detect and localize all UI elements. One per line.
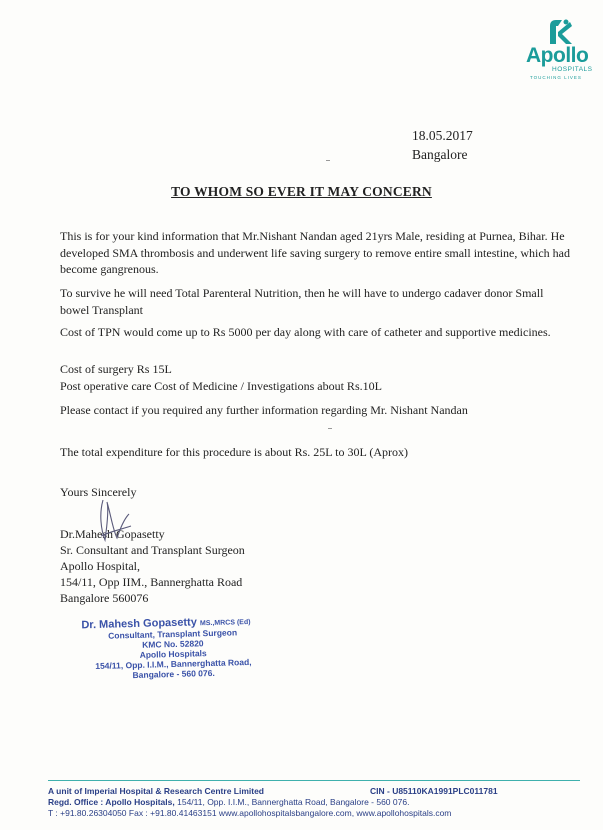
paragraph: The total expenditure for this procedure is about Rs. 25L to 30L (Aprox) <box>60 445 409 459</box>
paragraph: Post operative care Cost of Medicine / Investigations about Rs.10L <box>60 379 382 393</box>
footer-cin: CIN - U85110KA1991PLC011781 <box>370 786 498 796</box>
footer-unit: A unit of Imperial Hospital & Research Centre Limited <box>48 786 265 796</box>
scan-speck <box>326 160 330 161</box>
paragraph: Cost of TPN would come up to Rs 5000 per day along with care of catheter and supportive medicines. <box>60 325 551 339</box>
footer-regd-address: 154/11, Opp. I.I.M., Bannerghatta Road, Bangalore - 560 076. <box>177 797 410 807</box>
letter-date: 18.05.2017 <box>412 128 473 143</box>
letter-title: TO WHOM SO EVER IT MAY CONCERN <box>171 184 432 199</box>
scan-speck <box>328 428 332 429</box>
apollo-emblem-icon <box>536 18 576 46</box>
letter-city: Bangalore <box>412 147 468 162</box>
footer-rule <box>48 780 580 781</box>
doctor-stamp <box>77 615 269 682</box>
stamp-line: KMC No. 52820 <box>142 638 204 650</box>
stamp-line: Apollo Hospitals <box>139 648 207 660</box>
stamp-name: Dr. Mahesh Gopasetty <box>81 616 198 632</box>
footer-contact: T : +91.80.26304050 Fax : +91.80.41463151 www.apollohospitalsbangalore.com, www.apollohospitals.com <box>48 808 452 818</box>
signatory-address: 154/11, Opp IIM., Bannerghatta Road <box>60 575 243 589</box>
apollo-logo <box>522 18 594 80</box>
footer-regd-label: Regd. Office : Apollo Hospitals, <box>48 797 175 807</box>
signatory-name: Dr.Mahesh Gopasetty <box>60 527 165 541</box>
handwritten-signature-icon <box>95 496 135 548</box>
stamp-line: Consultant, Transplant Surgeon <box>108 627 238 641</box>
signatory-city: Bangalore 560076 <box>60 591 149 605</box>
signatory-org: Apollo Hospital, <box>60 559 140 573</box>
letterhead-footer <box>48 786 588 819</box>
paragraph: Please contact if you required any further information regarding Mr. Nishant Nandan <box>60 403 468 417</box>
stamp-line: 154/11, Opp. I.I.M., Bannerghatta Road, <box>95 656 252 672</box>
signatory-title: Sr. Consultant and Transplant Surgeon <box>60 543 245 557</box>
closing: Yours Sincerely <box>60 485 137 499</box>
paragraph: Cost of surgery Rs 15L <box>60 362 172 376</box>
stamp-qualification: MS.,MRCS (Ed) <box>199 618 251 628</box>
paragraph: This is for your kind information that Mr.Nishant Nandan aged 21yrs Male, residing at Purnea, Bihar. He developed SMA thrombosis and underwent life saving surgery to remove entire small intestine, which had become gangrenous. <box>60 229 571 276</box>
paragraph: To survive he will need Total Parenteral Nutrition, then he will have to undergo cadaver donor Small bowel Transplant <box>60 286 544 317</box>
logo-tagline: TOUCHING LIVES <box>530 75 582 80</box>
stamp-line: Bangalore - 560 076. <box>132 667 215 681</box>
logo-sub: HOSPITALS <box>552 66 593 73</box>
logo-brand: Apollo <box>526 44 589 67</box>
